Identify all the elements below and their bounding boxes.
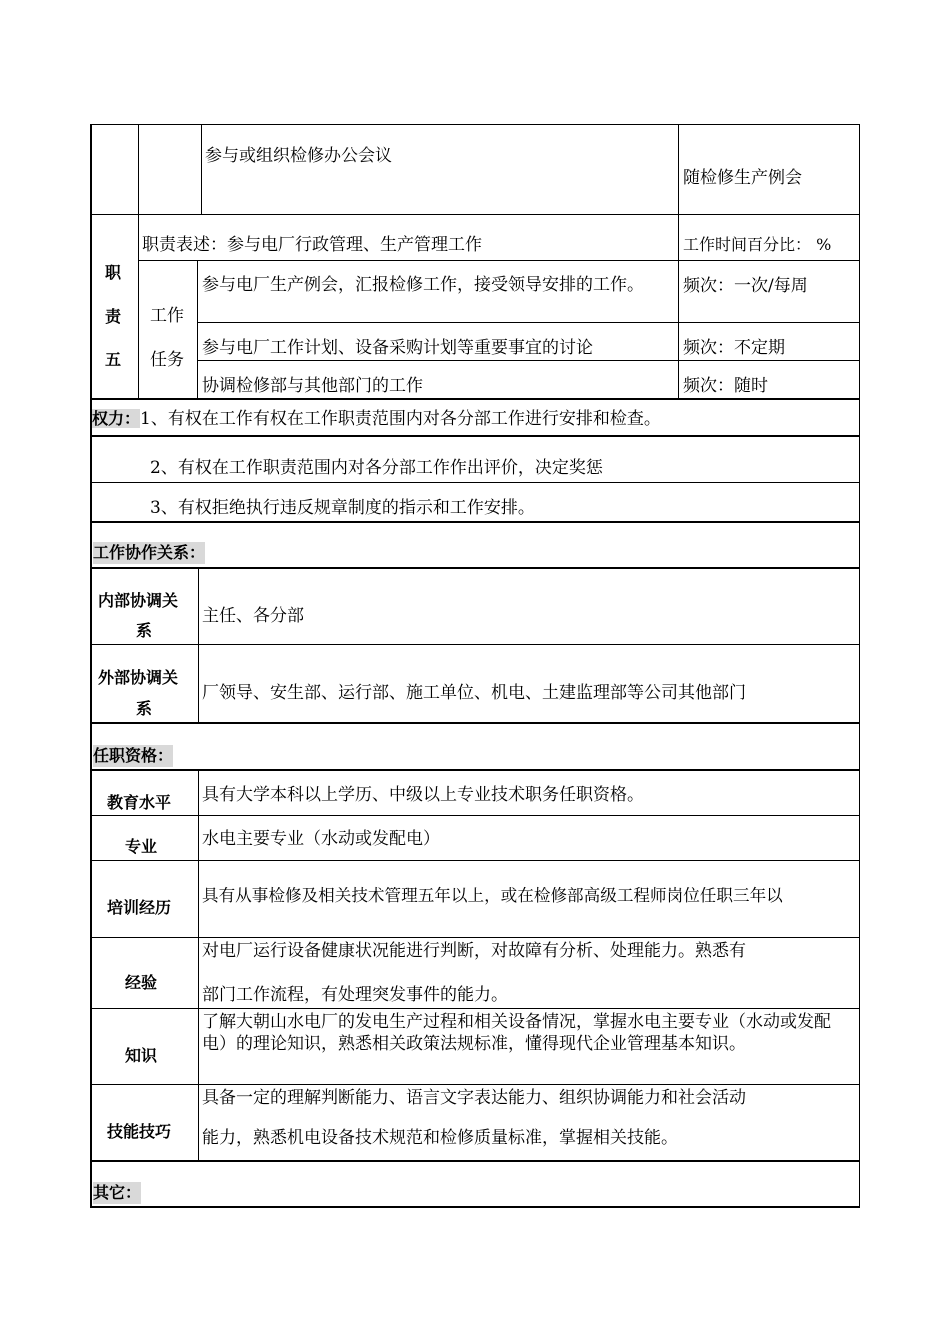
power-item: 3、有权拒绝执行违反规章制度的指示和工作安排。 — [150, 498, 535, 518]
duty-label-char: 五 — [105, 350, 122, 369]
knowledge-value: 了解大朝山水电厂的发电生产过程和相关设备情况，掌握水电主要专业（水动或发配电）的理论知识，熟悉相关政策法规标准，懂得现代企业管理基本知识。 — [202, 1012, 831, 1054]
frequency-text: 频次：随时 — [683, 376, 768, 396]
row-divider — [197, 322, 860, 323]
col-divider — [201, 124, 202, 214]
col-divider — [198, 769, 199, 1160]
col-divider — [198, 567, 199, 723]
skills-value: 具备一定的理解判断能力、语言文字表达能力、组织协调能力和社会活动 — [202, 1088, 746, 1108]
major-value: 水电主要专业（水动或发配电） — [202, 829, 440, 849]
external-relations-value: 厂领导、安生部、运行部、施工单位、机电、土建监理部等公司其他部门 — [202, 683, 746, 703]
experience-value: 部门工作流程，有处理突发事件的能力。 — [202, 985, 508, 1005]
section-divider — [90, 1160, 860, 1162]
task-text: 参与电厂生产例会，汇报检修工作，接受领导安排的工作。 — [202, 275, 644, 295]
section-divider — [90, 521, 860, 523]
row-divider — [90, 644, 860, 645]
training-value: 具有从事检修及相关技术管理五年以上，或在检修部高级工程师岗位任职三年以 — [202, 886, 783, 905]
task-text: 参与或组织检修办公会议 — [205, 146, 392, 166]
row-divider — [90, 1084, 860, 1085]
qualifications-label: 任职资格： — [93, 746, 174, 765]
external-relations-label: 系 — [136, 699, 153, 718]
section-divider — [90, 722, 860, 724]
row-divider — [90, 567, 860, 569]
table-border-right — [859, 124, 860, 1208]
skills-label: 技能技巧 — [107, 1122, 172, 1141]
row-divider — [90, 937, 860, 938]
power-row-1 — [92, 408, 661, 430]
task-text: 协调检修部与其他部门的工作 — [202, 376, 423, 396]
row-divider — [90, 435, 860, 437]
skills-value: 能力，熟悉机电设备技术规范和检修质量标准，掌握相关技能。 — [202, 1128, 678, 1148]
time-percentage: 工作时间百分比： % — [683, 235, 832, 254]
table-border-left — [90, 124, 92, 1208]
experience-label: 经验 — [125, 973, 158, 992]
task-label: 任务 — [150, 350, 184, 370]
row-divider — [138, 260, 860, 261]
duty-statement: 职责表述：参与电厂行政管理、生产管理工作 — [142, 235, 482, 255]
duty-label-char: 职 — [105, 263, 122, 282]
experience-value: 对电厂运行设备健康状况能进行判断，对故障有分析、处理能力。熟悉有 — [202, 941, 746, 961]
section-divider — [90, 398, 860, 400]
education-label: 教育水平 — [107, 793, 172, 812]
task-text: 参与电厂工作计划、设备采购计划等重要事宜的讨论 — [202, 338, 593, 358]
power-item: 2、有权在工作职责范围内对各分部工作作出评价，决定奖惩 — [150, 458, 603, 478]
internal-relations-value: 主任、各分部 — [202, 606, 304, 626]
row-divider — [90, 482, 860, 483]
internal-relations-label: 内部协调关 — [98, 591, 179, 610]
col-divider — [678, 124, 679, 399]
col-divider — [197, 260, 198, 399]
other-label: 其它： — [93, 1183, 142, 1202]
row-divider — [90, 860, 860, 861]
duty-label-char: 责 — [105, 307, 122, 326]
table-border-bottom — [90, 1206, 860, 1208]
frequency-text: 频次：不定期 — [683, 338, 785, 358]
external-relations-label: 外部协调关 — [98, 668, 179, 687]
education-value: 具有大学本科以上学历、中级以上专业技术职务任职资格。 — [202, 785, 644, 805]
power-item: 1、有权在工作有权在工作职责范围内对各分部工作进行安排和检查。 — [140, 409, 661, 429]
power-label: 权力： — [92, 409, 141, 428]
frequency-text: 随检修生产例会 — [683, 168, 802, 188]
row-divider — [90, 1008, 860, 1009]
row-divider — [90, 214, 860, 215]
relations-label: 工作协作关系： — [93, 543, 206, 562]
internal-relations-label: 系 — [136, 621, 153, 640]
row-divider — [90, 124, 860, 125]
frequency-text: 频次：一次/每周 — [683, 276, 808, 296]
knowledge-label: 知识 — [125, 1046, 158, 1065]
major-label: 专业 — [125, 837, 158, 856]
row-divider — [90, 815, 860, 816]
col-divider — [138, 124, 139, 399]
task-label: 工作 — [150, 306, 184, 326]
row-divider — [197, 360, 860, 361]
row-divider — [90, 769, 860, 771]
training-label: 培训经历 — [107, 898, 172, 917]
